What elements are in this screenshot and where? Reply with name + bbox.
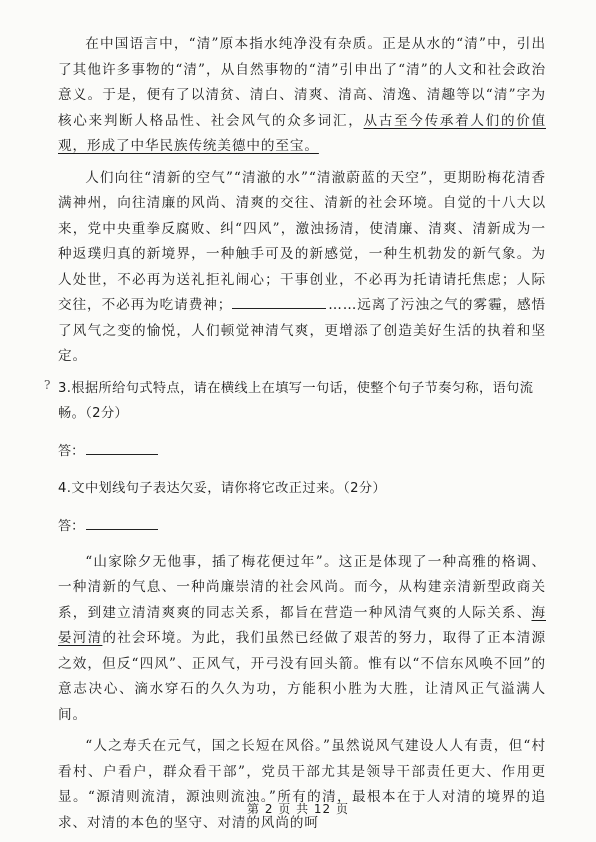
answer-4-line[interactable] [86, 517, 158, 530]
paragraph-4 [58, 734, 546, 836]
answer-4-label: 答： [58, 518, 85, 534]
handwritten-mark: ? [44, 377, 51, 392]
answer-4 [58, 515, 546, 534]
answer-3-label: 答： [58, 443, 85, 459]
question-4-text: 4.文中划线句子表达欠妥，请你将它改正过来。（2分） [58, 480, 387, 496]
paragraph-4-text: “人之寿夭在元气，国之长短在风俗。”虽然说风气建设人人有责，但“村看村、户看户，群众看干部”，党员干部尤其是领导干部责任更大、作用更显。“源清则流清，源浊则流浊。”所有的清，最根本在于人对清的境界的追求、对清的本色的坚守、对清的风尚的呵 [58, 738, 546, 831]
paragraph-2-text-b: ……远离了污浊之气的雾霾，感悟了风气之变的愉悦，人们顿觉神清气爽，更增添了创造美好生活的执着和坚定。 [58, 297, 546, 364]
underlined-phrase: 海晏河清 [58, 604, 546, 646]
paragraph-2 [58, 166, 546, 370]
answer-3-line[interactable] [86, 442, 158, 455]
paragraph-1-text: 在中国语言中，“清”原本指水纯净没有杂质。正是从水的“清”中，引出了其他许多事物的“清”，从自然事物的“清”引申出了“清”的人文和社会政治意义。于是，便有了以清贫、清白、清爽、清高、清逸、清趣等以“清”字为核心来判断人格品性、社会风气的众多词汇， [58, 36, 546, 129]
underlined-sentence: 从古至今传承着人们的价值观，形成了中华民族传统美德中的至宝。 [58, 112, 546, 154]
paragraph-3 [58, 550, 546, 729]
page-footer: 第 2 页 共 12 页 [247, 802, 349, 816]
document-page [44, 32, 547, 836]
paragraph-2-text-a: 人们向往“清新的空气”“清澈的水”“清澈蔚蓝的天空”，更期盼梅花清香满神州，向往清廉的风尚、清爽的交往、清新的社会环境。自觉的十八大以来，党中央重拳反腐败、纠“四风”，激浊扬清，使清廉、清爽、清新成为一种返璞归真的新境界，一种触手可及的新感觉，一种生机勃发的新气象。为人处世，不必再为送礼拒礼闹心；干事创业，不必再为托请请托焦虑；人际交往，不必再为吃请费神； [58, 169, 546, 313]
question-3 [44, 376, 546, 426]
fill-in-blank[interactable] [232, 296, 326, 309]
paragraph-3-text-a: “山家除夕无他事，插了梅花便过年”。这正是体现了一种高雅的格调、一种清新的气息、一种尚廉崇清的社会风尚。而今，从构建亲清新型政商关系，到建立清清爽爽的同志关系，都旨在营造一种风清气爽的人际关系、 [58, 553, 546, 621]
paragraph-1 [58, 32, 546, 160]
answer-3 [58, 440, 546, 459]
paragraph-3-text-b: 的社会环境。为此，我们虽然已经做了艰苦的努力，取得了正本清源之效，但反“四风”、正风气，开弓没有回头箭。惟有以“不信东风唤不回”的意志决心、滴水穿石的久久为功，方能积小胜为大胜，让清风正气溢满人间。 [58, 630, 547, 723]
question-3-text: 3.根据所给句式特点，请在横线上在填写一句话，使整个句子节奏匀称，语句流畅。（2分） [58, 380, 534, 421]
